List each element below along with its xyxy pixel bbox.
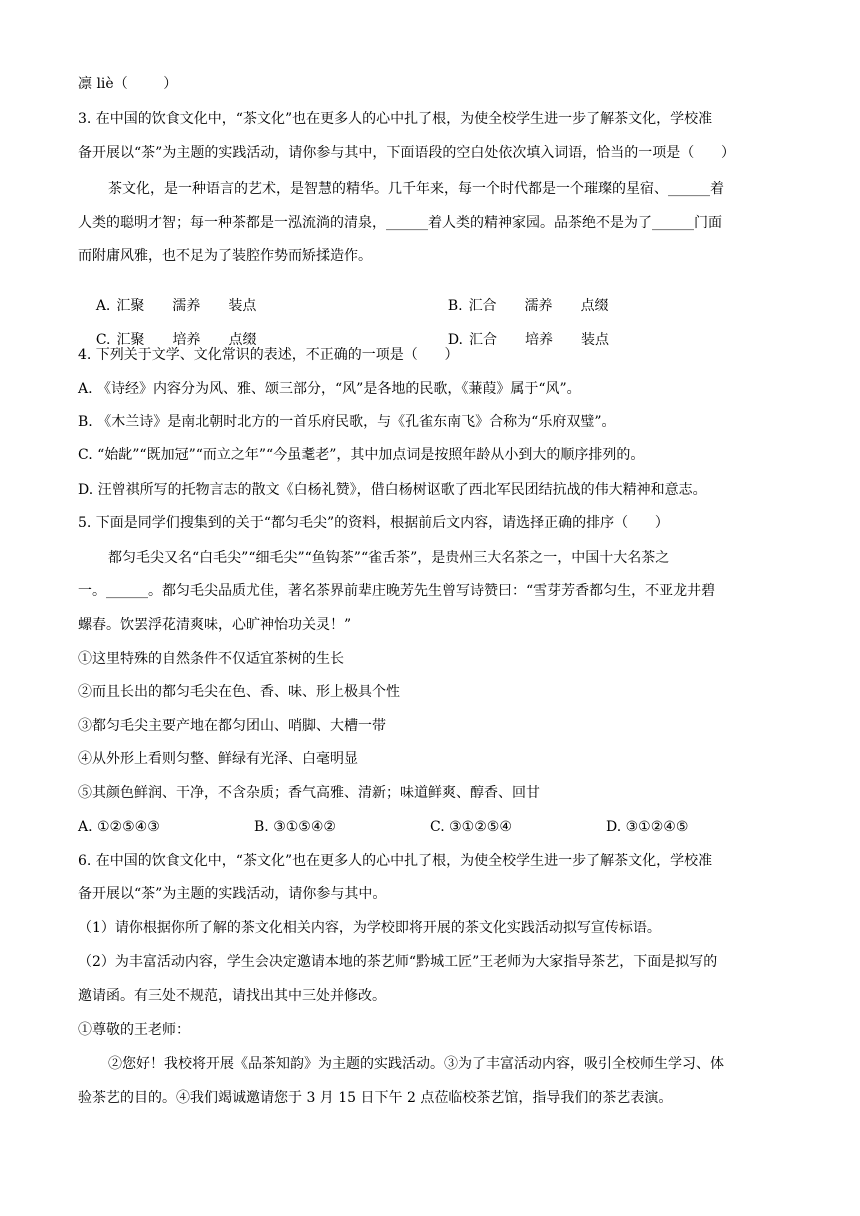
q5-passage-line-3: 螺春。饮罢浮花清爽味，心旷神怡功关灵！” — [78, 617, 352, 633]
q4-option-d: D. 汪曾祺所写的托物言志的散文《白杨礼赞》，借白杨树讴歌了西北军民团结抗战的伟大精神和意志。 — [78, 482, 707, 498]
q4-stem: 4. 下列关于文学、文化常识的表述，不正确的一项是（ ） — [78, 347, 459, 363]
q2-tail-line: 凛 liè（ ） — [78, 76, 178, 92]
q5-passage-line-1: 都匀毛尖又名“白毛尖”“细毛尖”“鱼钩茶”“雀舌茶”，是贵州三大名茶之一，中国十大名茶之 — [108, 550, 670, 566]
q6-part-2-line-2: 邀请函。有三处不规范，请找出其中三处并修改。 — [78, 988, 386, 1004]
option-letter: D. — [447, 332, 463, 348]
q3-passage-line-2: 人类的聪明才智；每一种茶都是一泓流淌的清泉，______着人类的精神家园。品茶绝不是为了______门面 — [78, 215, 722, 231]
letter-body-line-1: ②您好！我校将开展《品茶知韵》为主题的实践活动。③为了丰富活动内容，吸引全校师生学习、体 — [108, 1056, 724, 1072]
q3-passage-line-1: 茶文化，是一种语言的艺术，是智慧的精华。几千年来，每一个时代都是一个璀璨的星宿、______着 — [108, 181, 724, 197]
q4-option-c: C. “始龀”“既加冠”“而立之年”“今虽耄老”，其中加点词是按照年龄从小到大的顺序排列的。 — [78, 447, 645, 463]
q4-option-a: A. 《诗经》内容分为风、雅、颂三部分，“风”是各地的民歌，《蒹葭》属于“风”。 — [78, 381, 581, 397]
q5-sentence-1: ①这里特殊的自然条件不仅适宜茶树的生长 — [78, 651, 344, 667]
q5-sentence-4: ④从外形上看则匀整、鲜绿有光泽、白毫明显 — [78, 751, 358, 767]
q4-option-b: B. 《木兰诗》是南北朝时北方的一首乐府民歌，与《孔雀东南飞》合称为“乐府双璧”。 — [78, 414, 616, 430]
q3-passage-line-3: 而附庸风雅，也不足为了装腔作势而矫揉造作。 — [78, 248, 372, 264]
q5-option-b: B. ③①⑤④② — [254, 819, 336, 835]
q3-option-a: A. 汇聚 濡养 装点 — [95, 298, 257, 314]
letter-salutation: ①尊敬的王老师： — [78, 1022, 190, 1038]
q5-option-c: C. ③①②⑤④ — [430, 819, 512, 835]
q6-part-1: （1）请你根据你所了解的茶文化相关内容，为学校即将开展的茶文化实践活动拟写宣传标语。 — [78, 920, 661, 936]
option-letter: A. — [95, 298, 111, 314]
letter-body-line-2: 验茶艺的目的。④我们竭诚邀请您于 3 月 15 日下午 2 点莅临校茶艺馆，指导我们的茶艺表演。 — [78, 1090, 673, 1106]
q3-stem-line-1: 3. 在中国的饮食文化中，“茶文化”也在更多人的心中扎了根，为使全校学生进一步了解茶文化，学校准 — [78, 111, 713, 127]
q5-sentence-3: ③都匀毛尖主要产地在都匀团山、哨脚、大槽一带 — [78, 718, 386, 734]
q5-sentence-2: ②而且长出的都匀毛尖在色、香、味、形上极具个性 — [78, 684, 400, 700]
q6-part-2-line-1: （2）为丰富活动内容，学生会决定邀请本地的茶艺师“黔城工匠”王老师为大家指导茶艺，下面是拟写的 — [78, 954, 718, 970]
q6-stem-line-1: 6. 在中国的饮食文化中，“茶文化”也在更多人的心中扎了根，为使全校学生进一步了解茶文化，学校准 — [78, 853, 713, 869]
q3-stem-line-2: 备开展以“茶”为主题的实践活动，请你参与其中，下面语段的空白处依次填入词语，恰当的一项是（ ） — [78, 145, 736, 161]
q5-option-d: D. ③①②④⑤ — [606, 819, 689, 835]
option-letter: C. — [95, 332, 111, 348]
q3-option-b: B. 汇合 濡养 点缀 — [447, 298, 609, 314]
option-letter: B. — [447, 298, 463, 314]
q3-option-d: D. 汇合 培养 装点 — [447, 332, 609, 348]
q5-passage-line-2: 一。______。都匀毛尖品质尤佳，著名茶界前辈庄晚芳先生曾写诗赞曰：“雪芽芳香都匀生，不亚龙井碧 — [78, 583, 716, 599]
q5-stem: 5. 下面是同学们搜集到的关于“都匀毛尖”的资料，根据前后文内容，请选择正确的排序（ ） — [78, 515, 669, 531]
q5-option-a: A. ①②⑤④③ — [78, 819, 160, 835]
q6-stem-line-2: 备开展以“茶”为主题的实践活动，请你参与其中。 — [78, 886, 387, 902]
q3-option-c: C. 汇聚 培养 点缀 — [95, 332, 257, 348]
q5-sentence-5: ⑤其颜色鲜润、干净，不含杂质；香气高雅、清新；味道鲜爽、醇香、回甘 — [78, 785, 540, 801]
